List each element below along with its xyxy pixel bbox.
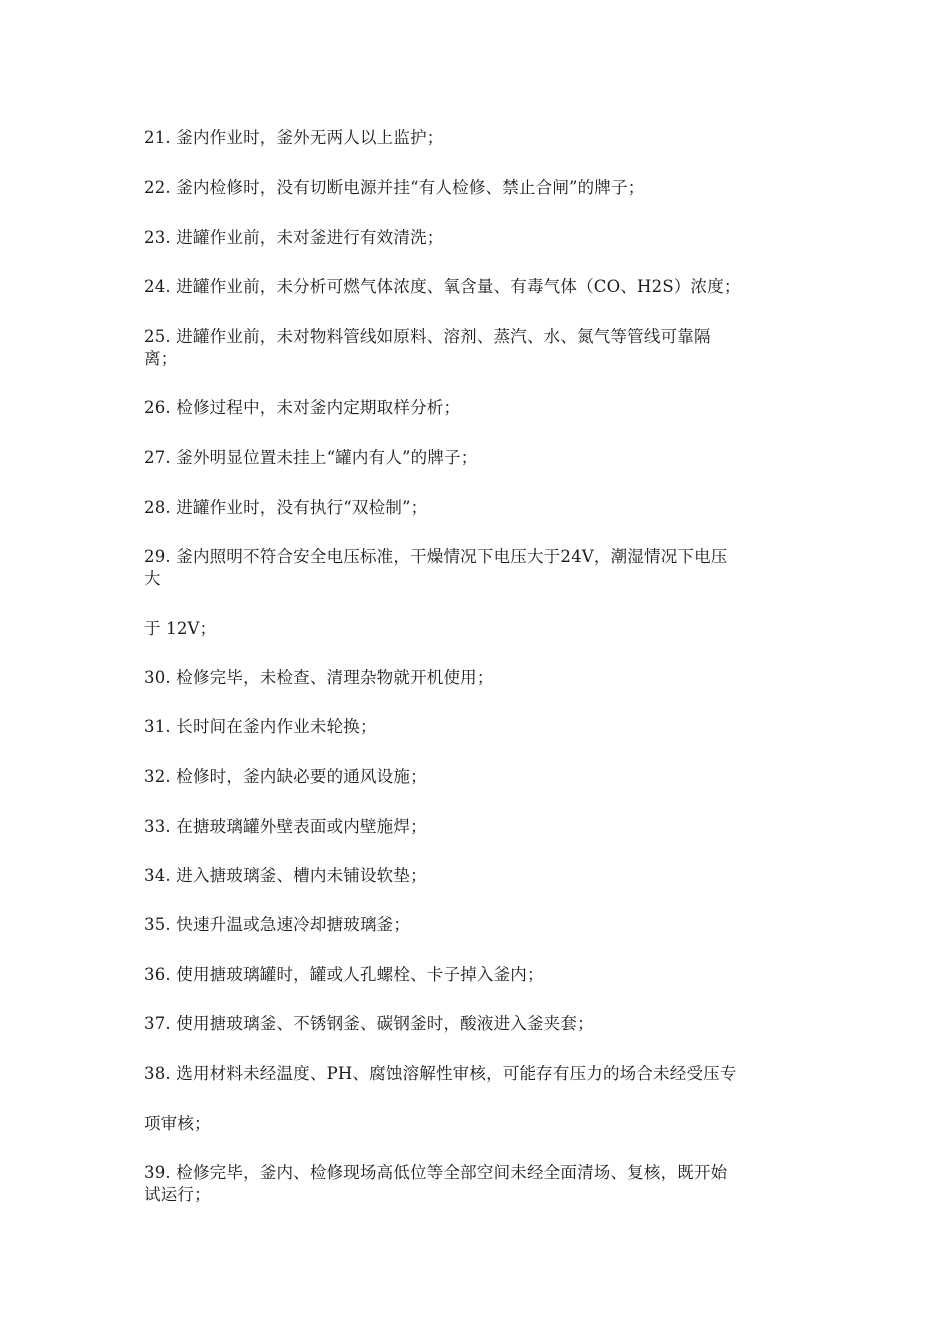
list-item-22: 22. 釜内检修时，没有切断电源并挂“有人检修、禁止合闸”的牌子； bbox=[144, 178, 645, 197]
list-item-36: 36. 使用搪玻璃罐时，罐或人孔螺栓、卡子掉入釜内； bbox=[144, 965, 544, 984]
list-item-25-continuation: 离； bbox=[144, 349, 178, 368]
list-item-34: 34. 进入搪玻璃釜、槽内未铺设软垫； bbox=[144, 866, 427, 885]
list-item-35: 35. 快速升温或急速冷却搪玻璃釜； bbox=[144, 915, 411, 934]
list-item-39-continuation: 试运行； bbox=[144, 1185, 211, 1204]
list-item-24: 24. 进罐作业前，未分析可燃气体浓度、氧含量、有毒气体（CO、H2S）浓度； bbox=[144, 277, 741, 296]
list-item-29-continuation: 大 bbox=[144, 569, 161, 588]
list-item-28: 28. 进罐作业时，没有执行“双检制”； bbox=[144, 498, 428, 517]
list-item-39: 39. 检修完毕，釜内、检修现场高低位等全部空间未经全面清场、复核，既开始 bbox=[144, 1163, 728, 1182]
list-item-37: 37. 使用搪玻璃釜、不锈钢釜、碳钢釜时，酸液进入釜夹套； bbox=[144, 1014, 594, 1033]
list-item-26: 26. 检修过程中，未对釜内定期取样分析； bbox=[144, 398, 461, 417]
list-item-29-continuation-2: 于 12V； bbox=[144, 619, 217, 638]
list-item-31: 31. 长时间在釜内作业未轮换； bbox=[144, 717, 377, 736]
list-item-23: 23. 进罐作业前，未对釜进行有效清洗； bbox=[144, 228, 444, 247]
list-item-27: 27. 釜外明显位置未挂上“罐内有人”的牌子； bbox=[144, 448, 478, 467]
list-item-30: 30. 检修完毕，未检查、清理杂物就开机使用； bbox=[144, 668, 494, 687]
list-item-32: 32. 检修时，釜内缺必要的通风设施； bbox=[144, 767, 427, 786]
list-item-29: 29. 釜内照明不符合安全电压标准，干燥情况下电压大于24V，潮湿情况下电压 bbox=[144, 547, 728, 566]
list-item-38-continuation: 项审核； bbox=[144, 1114, 211, 1133]
list-item-21: 21. 釜内作业时，釜外无两人以上监护； bbox=[144, 128, 444, 147]
list-item-38: 38. 选用材料未经温度、PH、腐蚀溶解性审核，可能存有压力的场合未经受压专 bbox=[144, 1064, 737, 1083]
list-item-33: 33. 在搪玻璃罐外壁表面或内壁施焊； bbox=[144, 817, 427, 836]
list-item-25: 25. 进罐作业前，未对物料管线如原料、溶剂、蒸汽、水、氮气等管线可靠隔 bbox=[144, 327, 711, 346]
